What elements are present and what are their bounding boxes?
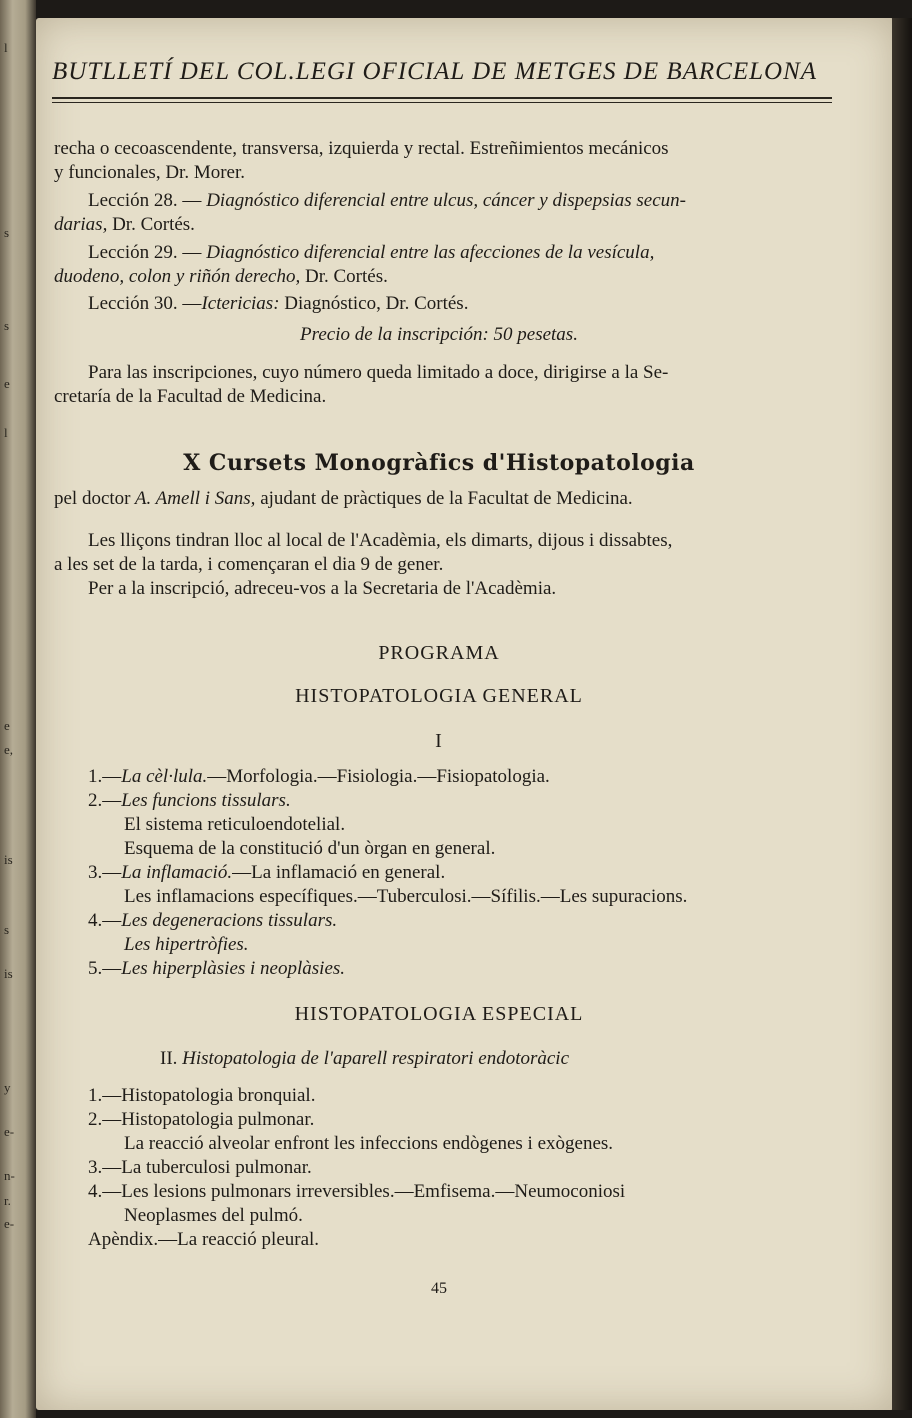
roman-numeral: II. (160, 1048, 178, 1069)
course-title: X Cursets Monogràfics d'Histopatologia (183, 450, 695, 476)
margin-mark: s (4, 922, 10, 937)
programa-heading: PROGRAMA (378, 642, 500, 664)
margin-mark: s (4, 318, 10, 333)
lesson-title: Diagnóstico diferencial entre ulcus, cáncer y dispepsias secun- (201, 190, 687, 211)
item-title: La cèl·lula. (121, 766, 208, 787)
text-line: recha o cecoascendente, transversa, izquierda y rectal. Estreñimientos mecánicos (54, 138, 669, 159)
margin-mark: e (4, 718, 10, 733)
page-edge-shadow (892, 18, 912, 1410)
margin-mark: l (4, 425, 8, 440)
program-item: 1.—Histopatologia bronquial. (88, 1085, 316, 1106)
lesson-28-line (88, 190, 686, 212)
course-author-line (54, 488, 633, 510)
program-item: 4.—Les lesions pulmonars irreversibles.—Emfisema.—Neumoconiosi (88, 1181, 626, 1202)
program-subitem: Les hipertròfies. (124, 934, 249, 955)
margin-mark: e- (4, 1216, 15, 1231)
program-subitem: Les inflamacions específiques.—Tuberculosi.—Sífilis.—Les supuracions. (124, 886, 688, 907)
page-number: 45 (431, 1280, 447, 1297)
item-title: Les degeneracions tissulars. (121, 910, 338, 931)
program-item: 3.—La tuberculosi pulmonar. (88, 1157, 312, 1178)
item-number: 3.— (88, 862, 122, 883)
margin-mark: is (4, 852, 13, 867)
item-number: 1.— (88, 766, 122, 787)
item-number: 5.— (88, 958, 122, 979)
program-item (88, 862, 445, 884)
program-item: 2.—Histopatologia pulmonar. (88, 1109, 315, 1130)
margin-mark: e, (4, 742, 14, 757)
section-heading-general: HISTOPATOLOGIA GENERAL (295, 685, 583, 707)
text-line: Para las inscripciones, cuyo número queda limitado a doce, dirigirse a la Se- (88, 362, 669, 383)
lesson-number: Lección 29. — (88, 242, 202, 263)
program-item (88, 766, 550, 788)
text: ajudant de pràctiques de la Facultat de Medicina. (255, 488, 633, 509)
lesson-30-line (88, 293, 468, 315)
margin-mark: is (4, 966, 13, 981)
lesson-title: darias, (54, 214, 108, 235)
subsection-heading (160, 1048, 569, 1070)
lecturer: Dr. Cortés. (300, 266, 388, 287)
margin-mark: y (4, 1080, 11, 1095)
item-number: 4.— (88, 910, 122, 931)
lesson-29-line-2 (54, 266, 388, 288)
text-line: cretaría de la Facultad de Medicina. (54, 386, 327, 407)
lesson-number: Lección 28. — (88, 190, 202, 211)
item-title: Les funcions tissulars. (121, 790, 291, 811)
registration-price: Precio de la inscripción: 50 pesetas. (300, 324, 578, 345)
item-title: La inflamació. (121, 862, 233, 883)
margin-mark: e- (4, 1124, 15, 1139)
header-rule (52, 97, 832, 99)
lesson-title: Ictericias: (201, 293, 280, 314)
program-subitem: La reacció alveolar enfront les infeccions endògenes i exògenes. (124, 1133, 614, 1154)
program-subitem: Neoplasmes del pulmó. (124, 1205, 303, 1226)
margin-mark: n- (4, 1168, 15, 1183)
program-subitem: Esquema de la constitució d'un òrgan en general. (124, 838, 496, 859)
item-text: —Morfologia.—Fisiologia.—Fisiopatologia. (207, 766, 550, 787)
program-item (88, 790, 291, 812)
facing-page-edge (0, 0, 36, 1418)
item-title: Les hiperplàsies i neoplàsies. (121, 958, 346, 979)
margin-mark: l (4, 40, 8, 55)
lecturer: Diagnóstico, Dr. Cortés. (279, 293, 469, 314)
item-number: 2.— (88, 790, 122, 811)
program-subitem: El sistema reticuloendotelial. (124, 814, 346, 835)
lesson-28-line-2 (54, 214, 195, 236)
margin-mark: r. (4, 1193, 11, 1208)
running-header: BUTLLETÍ DEL COL.LEGI OFICIAL DE METGES DE BARCELONA (52, 58, 818, 85)
item-text: —La inflamació en general. (232, 862, 446, 883)
lecturer: Dr. Cortés. (107, 214, 195, 235)
lesson-title: Diagnóstico diferencial entre las afecciones de la vesícula, (201, 242, 655, 263)
text-line: y funcionales, Dr. Morer. (54, 162, 246, 183)
lesson-number: Lección 30. — (88, 293, 202, 314)
lesson-29-line (88, 242, 654, 264)
section-heading-especial: HISTOPATOLOGIA ESPECIAL (294, 1003, 584, 1025)
text: pel doctor (54, 488, 131, 509)
program-item (88, 958, 345, 980)
program-item (88, 910, 337, 932)
roman-numeral: I (435, 730, 443, 752)
document-page (36, 18, 894, 1410)
lesson-title: duodeno, colon y riñón derecho, (54, 266, 301, 287)
text-line: a les set de la tarda, i començaran el dia 9 de gener. (54, 554, 444, 575)
margin-mark: e (4, 376, 10, 391)
margin-mark: s (4, 225, 10, 240)
header-rule-thin (52, 102, 832, 103)
author-name: A. Amell i Sans, (130, 488, 256, 509)
subsection-title: Histopatologia de l'aparell respiratori endotoràcic (177, 1048, 570, 1069)
text-line: Les lliçons tindran lloc al local de l'Acadèmia, els dimarts, dijous i dissabtes, (88, 530, 673, 551)
text-line: Per a la inscripció, adreceu-vos a la Secretaria de l'Acadèmia. (88, 578, 557, 599)
program-item: Apèndix.—La reacció pleural. (88, 1229, 320, 1250)
